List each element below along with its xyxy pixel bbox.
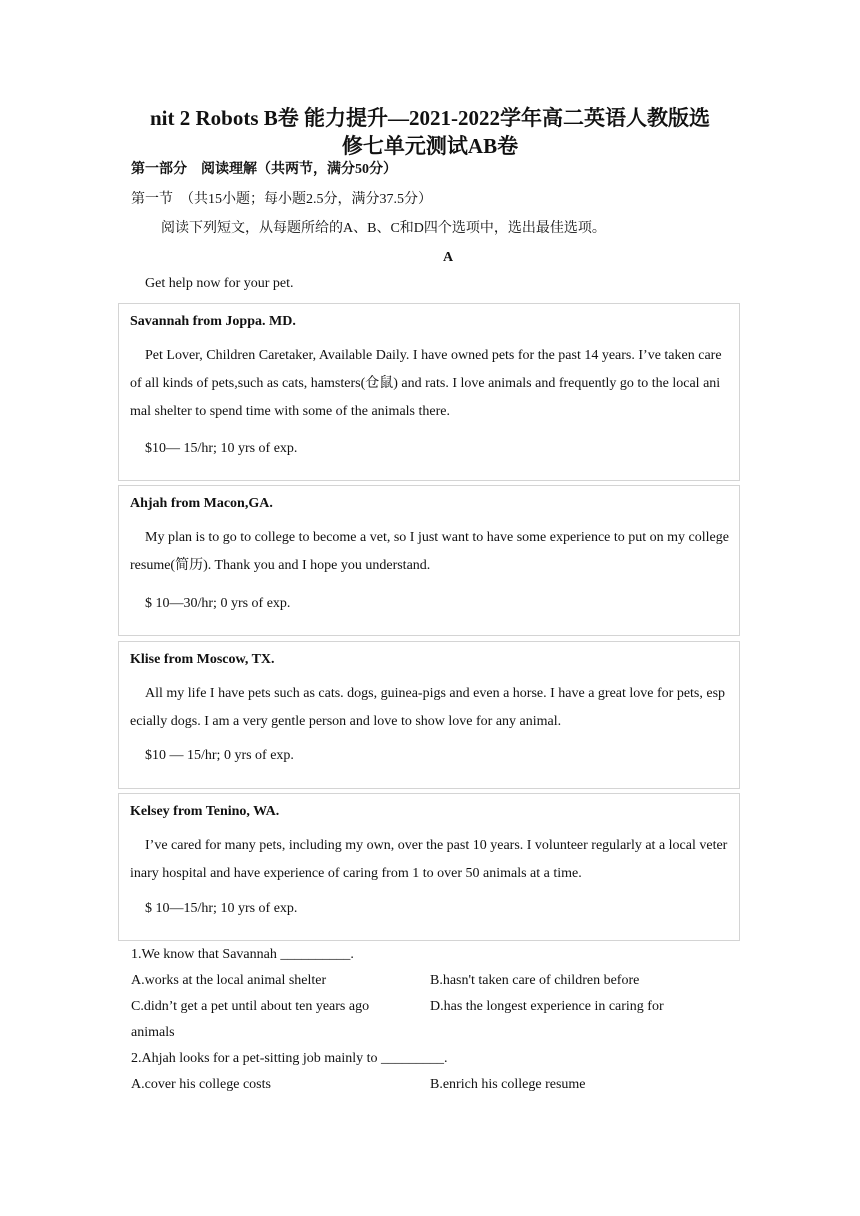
pet-sitter-card	[118, 793, 740, 941]
title-line-1: nit 2 Robots B卷 能力提升—2021-2022学年高二英语人教版选	[149, 106, 711, 130]
pet-sitter-card	[118, 641, 740, 789]
card-name: Savannah from Joppa. MD.	[130, 314, 296, 329]
passage-label: A	[442, 250, 454, 265]
card-text: I’ve cared for many pets, including my own, over the past 10 years. I volunteer regularly at a local veterinary hospital and have experience of caring from 1 to over 50 animals at a time.	[130, 838, 728, 881]
question-stem: 1.We know that Savannah __________.	[131, 947, 354, 962]
card-price: $ 10—30/hr; 0 yrs of exp.	[145, 596, 291, 611]
option-c: C.didn’t get a pet until about ten years ago	[131, 999, 370, 1014]
option-a: A.cover his college costs	[131, 1077, 271, 1092]
card-text: All my life I have pets such as cats. dogs, guinea-pigs and even a horse. I have a great love for pets, especially dogs. I am a very gentle person and love to show love for any animal.	[130, 686, 726, 729]
passage-intro: Get help now for your pet.	[145, 276, 294, 291]
card-name: Kelsey from Tenino, WA.	[130, 804, 280, 819]
card-name: Klise from Moscow, TX.	[130, 652, 275, 667]
card-price: $ 10—15/hr; 10 yrs of exp.	[145, 901, 298, 916]
option-a: A.works at the local animal shelter	[131, 973, 327, 988]
card-name: Ahjah from Macon,GA.	[130, 496, 273, 511]
option-b: B.enrich his college resume	[430, 1077, 586, 1092]
option-d: D.has the longest experience in caring for	[430, 999, 664, 1014]
title-line-2: 修七单元测试AB卷	[341, 134, 519, 158]
card-price: $10 — 15/hr; 0 yrs of exp.	[145, 748, 294, 763]
option-b: B.hasn't taken care of children before	[430, 973, 640, 988]
pet-sitter-card	[118, 485, 740, 636]
question-stem: 2.Ahjah looks for a pet-sitting job mainly to _________.	[131, 1051, 448, 1066]
option-d-continued: animals	[131, 1025, 175, 1040]
section-heading: 第一节 （共15小题；每小题2.5分，满分37.5分）	[131, 192, 432, 207]
pet-sitter-card	[118, 303, 740, 481]
card-text: Pet Lover, Children Caretaker, Available Daily. I have owned pets for the past 14 years. I’ve taken care of all kinds of pets,such as cats, hamsters(仓鼠) and rats. I love animals and frequently go to the local animal shelter to spend time with some of the animals there.	[130, 348, 722, 419]
instruction-text: 阅读下列短文，从每题所给的A、B、C和D四个选项中，选出最佳选项。	[161, 221, 606, 236]
document-title	[100, 104, 760, 160]
card-price: $10— 15/hr; 10 yrs of exp.	[145, 441, 298, 456]
part-heading: 第一部分 阅读理解（共两节，满分50分）	[131, 162, 397, 177]
card-text: My plan is to go to college to become a vet, so I just want to have some experience to put on my college resume(简历). Thank you and I hope you understand.	[130, 530, 729, 573]
